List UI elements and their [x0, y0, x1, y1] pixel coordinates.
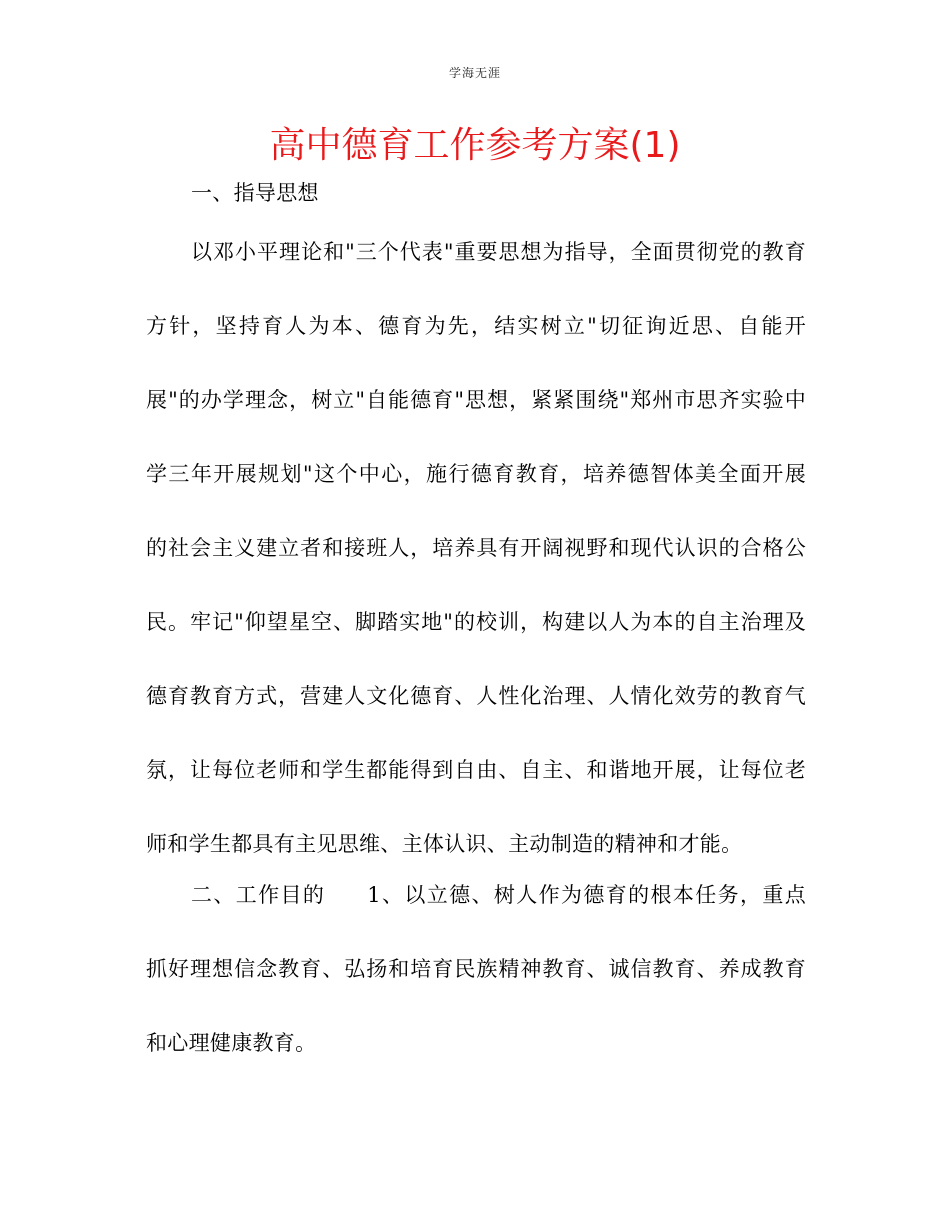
paragraph-line: 氛，让每位老师和学生都能得到自由、自主、和谐地开展，让每位老: [146, 758, 806, 782]
paragraph-line: 民。牢记"仰望星空、脚踏实地"的校训，构建以人为本的自主治理及: [146, 610, 806, 634]
paragraph-line: 抓好理想信念教育、弘扬和培育民族精神教育、诚信教育、养成教育: [146, 957, 806, 981]
paragraph-1: [146, 237, 806, 903]
paragraph-line: 以邓小平理论和"三个代表"重要思想为指导，全面贯彻党的教育: [191, 240, 806, 264]
paragraph-line: 的社会主义建立者和接班人，培养具有开阔视野和现代认识的合格公: [146, 536, 806, 560]
paragraph-line: 师和学生都具有主见思维、主体认识、主动制造的精神和才能。: [146, 832, 743, 856]
paragraph-line: 方针，坚持育人为本、德育为先，结实树立"切征询近思、自能开: [146, 314, 806, 338]
section-2: [146, 880, 806, 1102]
section-2-item-1-start: 1、以立德、树人作为德育的根本任务，重点: [367, 883, 806, 907]
document-title: 高中德育工作参考方案(1): [269, 125, 681, 166]
section-2-heading: 二、工作目的: [191, 883, 326, 907]
section-1: [146, 178, 806, 230]
paragraph-line: 和心理健康教育。: [146, 1031, 317, 1055]
section-2-first-line: [146, 880, 806, 954]
page-header: 学海无涯: [448, 66, 501, 80]
paragraph-line: 德育教育方式，营建人文化德育、人性化治理、人情化效劳的教育气: [146, 684, 806, 708]
section-1-heading: 一、指导思想: [191, 181, 319, 205]
paragraph-line: 学三年开展规划"这个中心，施行德育教育，培养德智体美全面开展: [146, 462, 806, 486]
paragraph-line: 展"的办学理念，树立"自能德育"思想，紧紧围绕"郑州市思齐实验中: [146, 388, 806, 412]
